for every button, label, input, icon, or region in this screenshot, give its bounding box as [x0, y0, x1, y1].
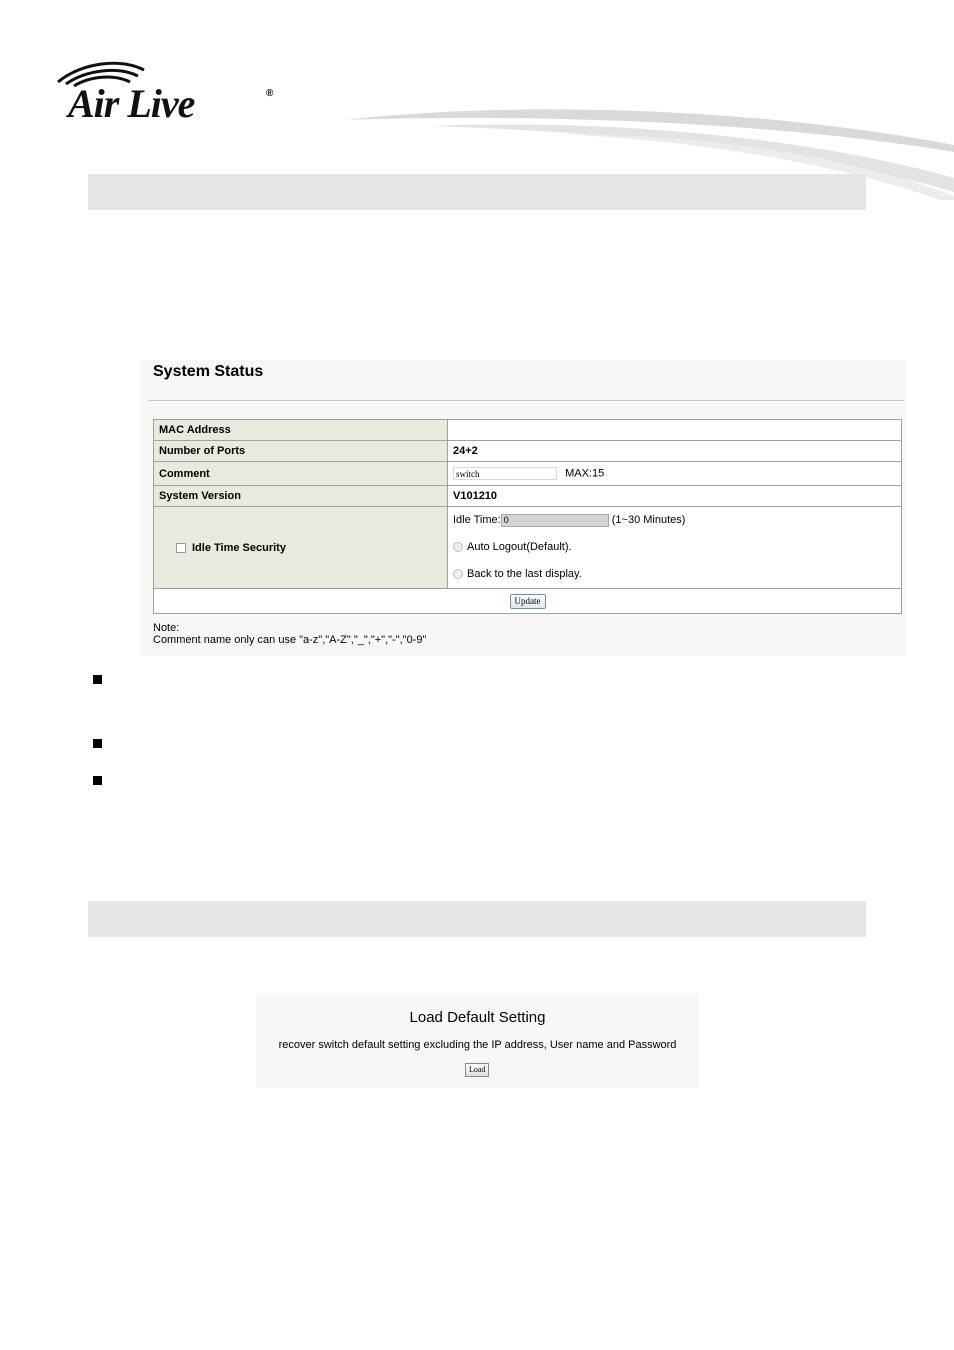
comment-label: Comment	[154, 462, 448, 486]
table-row-idle	[154, 507, 902, 589]
airlive-logo	[52, 58, 282, 128]
bullet-marker	[93, 739, 102, 748]
comment-input[interactable]	[453, 467, 557, 480]
load-button[interactable]: Load	[465, 1063, 489, 1077]
system-version-label: System Version	[154, 486, 448, 507]
comment-cell	[448, 462, 902, 486]
ports-value: 24+2	[448, 441, 902, 462]
system-status-table	[153, 419, 902, 614]
registered-mark: ®	[266, 88, 274, 99]
section-heading-bar	[88, 174, 866, 210]
table-row-ports	[154, 441, 902, 462]
auto-logout-label: Auto Logout(Default).	[467, 541, 572, 553]
back-last-display-label: Back to the last display.	[467, 568, 582, 580]
note-block	[153, 622, 426, 646]
load-default-panel	[256, 993, 699, 1088]
back-last-display-radio[interactable]	[453, 569, 463, 579]
ports-label: Number of Ports	[154, 441, 448, 462]
auto-logout-option[interactable]	[453, 534, 896, 561]
mac-address-label: MAC Address	[154, 420, 448, 441]
note-title: Note:	[153, 622, 180, 634]
bullet-marker	[93, 776, 102, 785]
system-version-value: V101210	[448, 486, 902, 507]
table-row-version	[154, 486, 902, 507]
idle-time-line	[453, 507, 896, 534]
mac-address-value	[448, 420, 902, 441]
table-row-mac	[154, 420, 902, 441]
load-default-title: Load Default Setting	[409, 1009, 546, 1026]
table-row-update	[154, 589, 902, 614]
update-cell	[154, 589, 902, 614]
logo-wordmark: Air Live	[68, 81, 195, 126]
idle-security-cell	[154, 507, 448, 589]
idle-time-label: Idle Time:	[453, 514, 501, 526]
bullet-marker	[93, 675, 102, 684]
idle-security-checkbox[interactable]	[176, 543, 186, 553]
idle-time-range: (1~30 Minutes)	[611, 514, 686, 526]
note-text: Comment name only can use "a-z","A-Z","_","+","-","0-9"	[153, 634, 427, 646]
title-divider	[148, 400, 904, 401]
section-heading-bar	[88, 901, 866, 937]
auto-logout-radio[interactable]	[453, 542, 463, 552]
load-default-description: recover switch default setting excluding the IP address, User name and Password	[278, 1039, 677, 1051]
system-status-title: System Status	[153, 363, 264, 380]
idle-security-label: Idle Time Security	[192, 541, 286, 554]
table-row-comment	[154, 462, 902, 486]
system-status-panel	[140, 360, 906, 656]
idle-time-input[interactable]	[501, 514, 609, 527]
idle-settings-cell	[448, 507, 902, 589]
back-last-display-option[interactable]	[453, 561, 896, 588]
comment-max-hint: MAX:15	[565, 467, 605, 480]
update-button[interactable]: Update	[510, 594, 546, 609]
